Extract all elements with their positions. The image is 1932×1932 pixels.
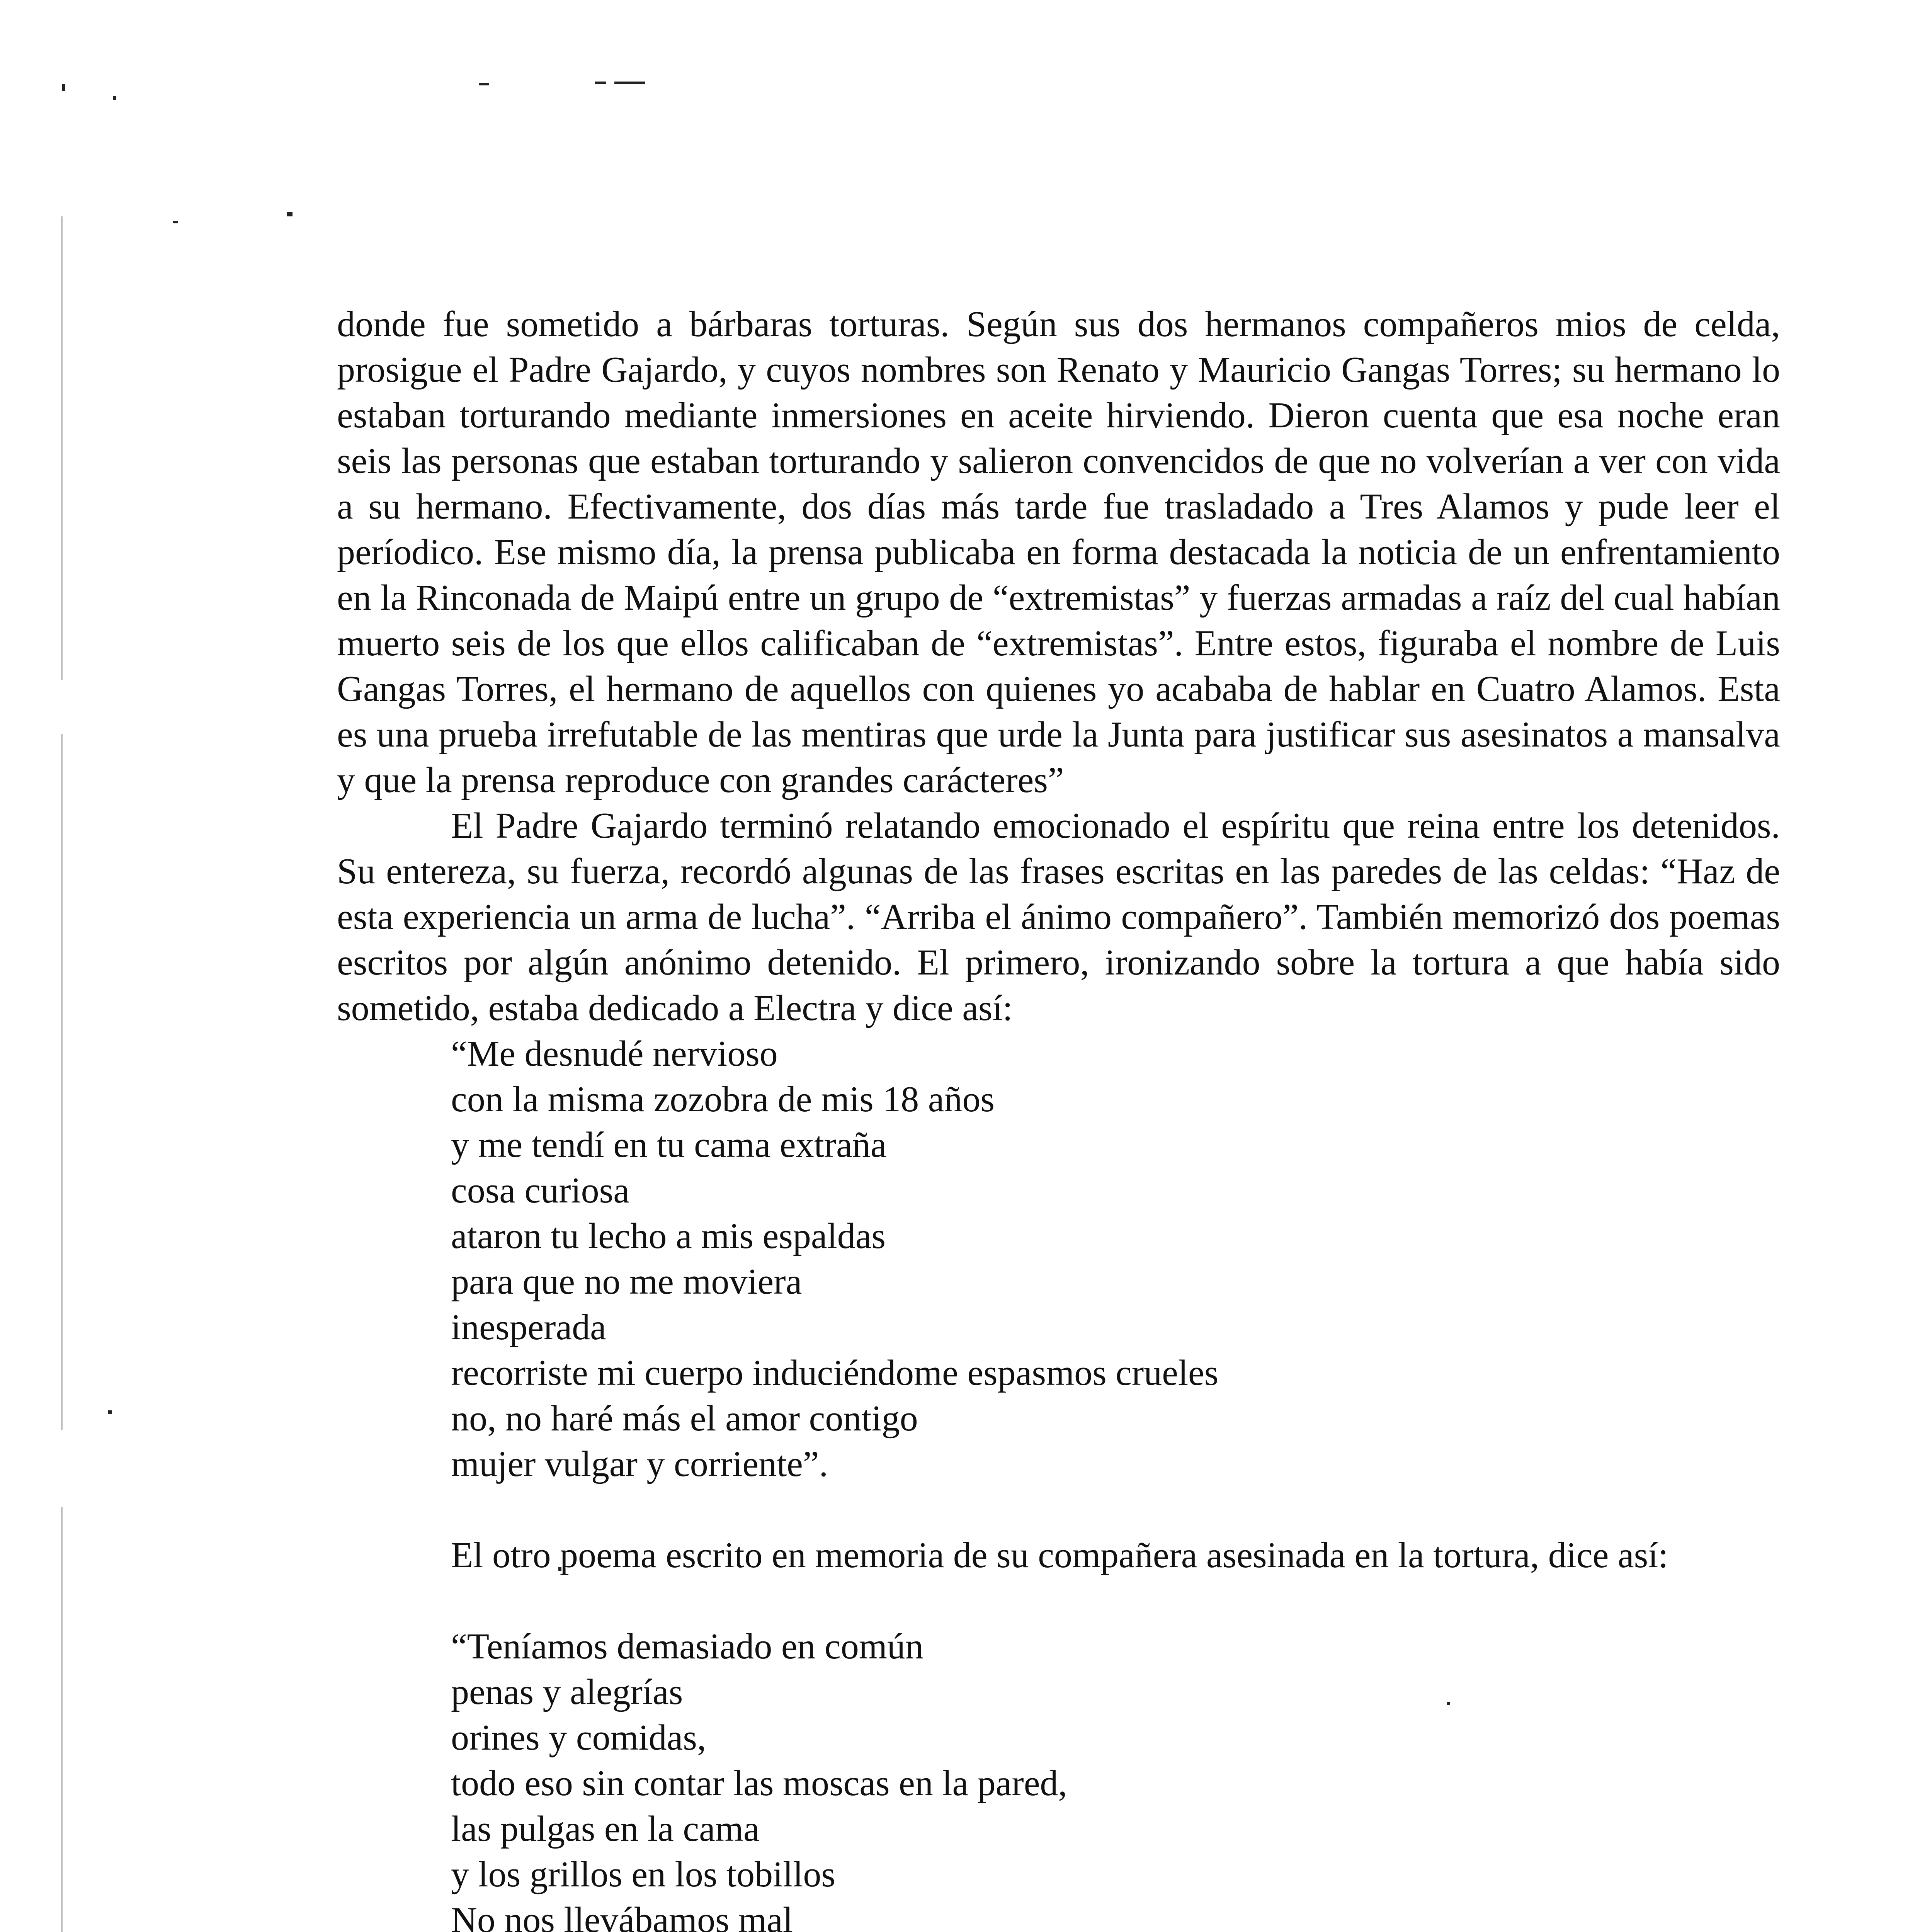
poem-line: inesperada xyxy=(451,1307,606,1347)
scan-speck xyxy=(62,84,65,91)
scan-speck xyxy=(113,96,116,100)
blank-line xyxy=(337,1578,1780,1624)
poem-line: con la misma zozobra de mis 18 años xyxy=(451,1079,995,1119)
scan-speck xyxy=(595,82,606,84)
poem2-intro: El otro poema escrito en memoria de su compañera asesinada en la tortura, dice así: xyxy=(451,1535,1668,1575)
poem-line: penas y alegrías xyxy=(451,1672,683,1712)
scan-edge-line xyxy=(61,216,63,680)
blank-line xyxy=(337,1487,1780,1532)
poem-line: recorriste mi cuerpo induciéndome espasmos crueles xyxy=(451,1353,1219,1393)
scan-speck xyxy=(287,212,293,216)
poem-line: No nos llevábamos mal xyxy=(451,1900,793,1932)
paragraph-gajardo: El Padre Gajardo terminó relatando emocionado el espíritu que reina entre los detenidos. Su entereza, su fuerza, recordó algunas de las frases escritas en las paredes de las celdas: “Haz de esta experiencia un arma de lucha”. “Arriba el ánimo compañero”. También memorizó dos poemas escritos por algún anónimo detenido. El primero, ironizando sobre la tortura a que había sido sometido, estaba dedicado a Electra y dice así: xyxy=(337,806,1780,1028)
document-body xyxy=(337,301,1780,1932)
scan-speck xyxy=(614,82,645,84)
poem-line: las pulgas en la cama xyxy=(451,1809,760,1849)
scan-edge-line xyxy=(61,734,63,1430)
poem-line: “Me desnudé nervioso xyxy=(451,1034,778,1074)
scan-speck xyxy=(479,83,489,85)
poem-line: “Teníamos demasiado en común xyxy=(451,1626,923,1667)
poem-line: para que no me moviera xyxy=(451,1262,802,1302)
poem-line: mujer vulgar y corriente”. xyxy=(451,1444,828,1484)
poem-line: no, no haré más el amor contigo xyxy=(451,1398,918,1439)
scan-speck xyxy=(173,221,178,223)
scan-speck xyxy=(108,1410,112,1414)
poem-electra xyxy=(337,1031,1780,1487)
paragraph-testimony: donde fue sometido a bárbaras torturas. Según sus dos hermanos compañeros mios de celda, prosigue el Padre Gajardo, y cuyos nombres son Renato y Mauricio Gangas Torres; su hermano lo estaban torturando mediante inmersiones en aceite hirviendo. Dieron cuenta que esa noche eran seis las personas que estaban torturando y salieron convencidos de que no volverían a ver con vida a su hermano. Efectivamente, dos días más tarde fue trasladado a Tres Alamos y pude leer el períodico. Ese mismo día, la prensa publicaba en forma destacada la noticia de un enfrentamiento en la Rinconada de Maipú entre un grupo de “extremistas” y fuerzas armadas a raíz del cual habían muerto seis de los que ellos calificaban de “extremistas”. Entre estos, figuraba el nombre de Luis Gangas Torres, el hermano de aquellos con quienes yo acababa de hablar en Cuatro Alamos. Esta es una prueba irrefutable de las mentiras que urde la Junta para justificar sus asesinatos a mansalva y que la prensa reproduce con grandes carácteres” xyxy=(337,304,1780,800)
poem-line: ataron tu lecho a mis espaldas xyxy=(451,1216,886,1256)
poem-line: todo eso sin contar las moscas en la pared, xyxy=(451,1763,1067,1803)
poem-line: orines y comidas, xyxy=(451,1718,706,1758)
poem-line: y me tendí en tu cama extraña xyxy=(451,1125,887,1165)
poem-companera xyxy=(337,1624,1780,1932)
scan-edge-line xyxy=(61,1507,63,1932)
poem-line: y los grillos en los tobillos xyxy=(451,1854,835,1895)
poem-line: cosa curiosa xyxy=(451,1170,629,1211)
